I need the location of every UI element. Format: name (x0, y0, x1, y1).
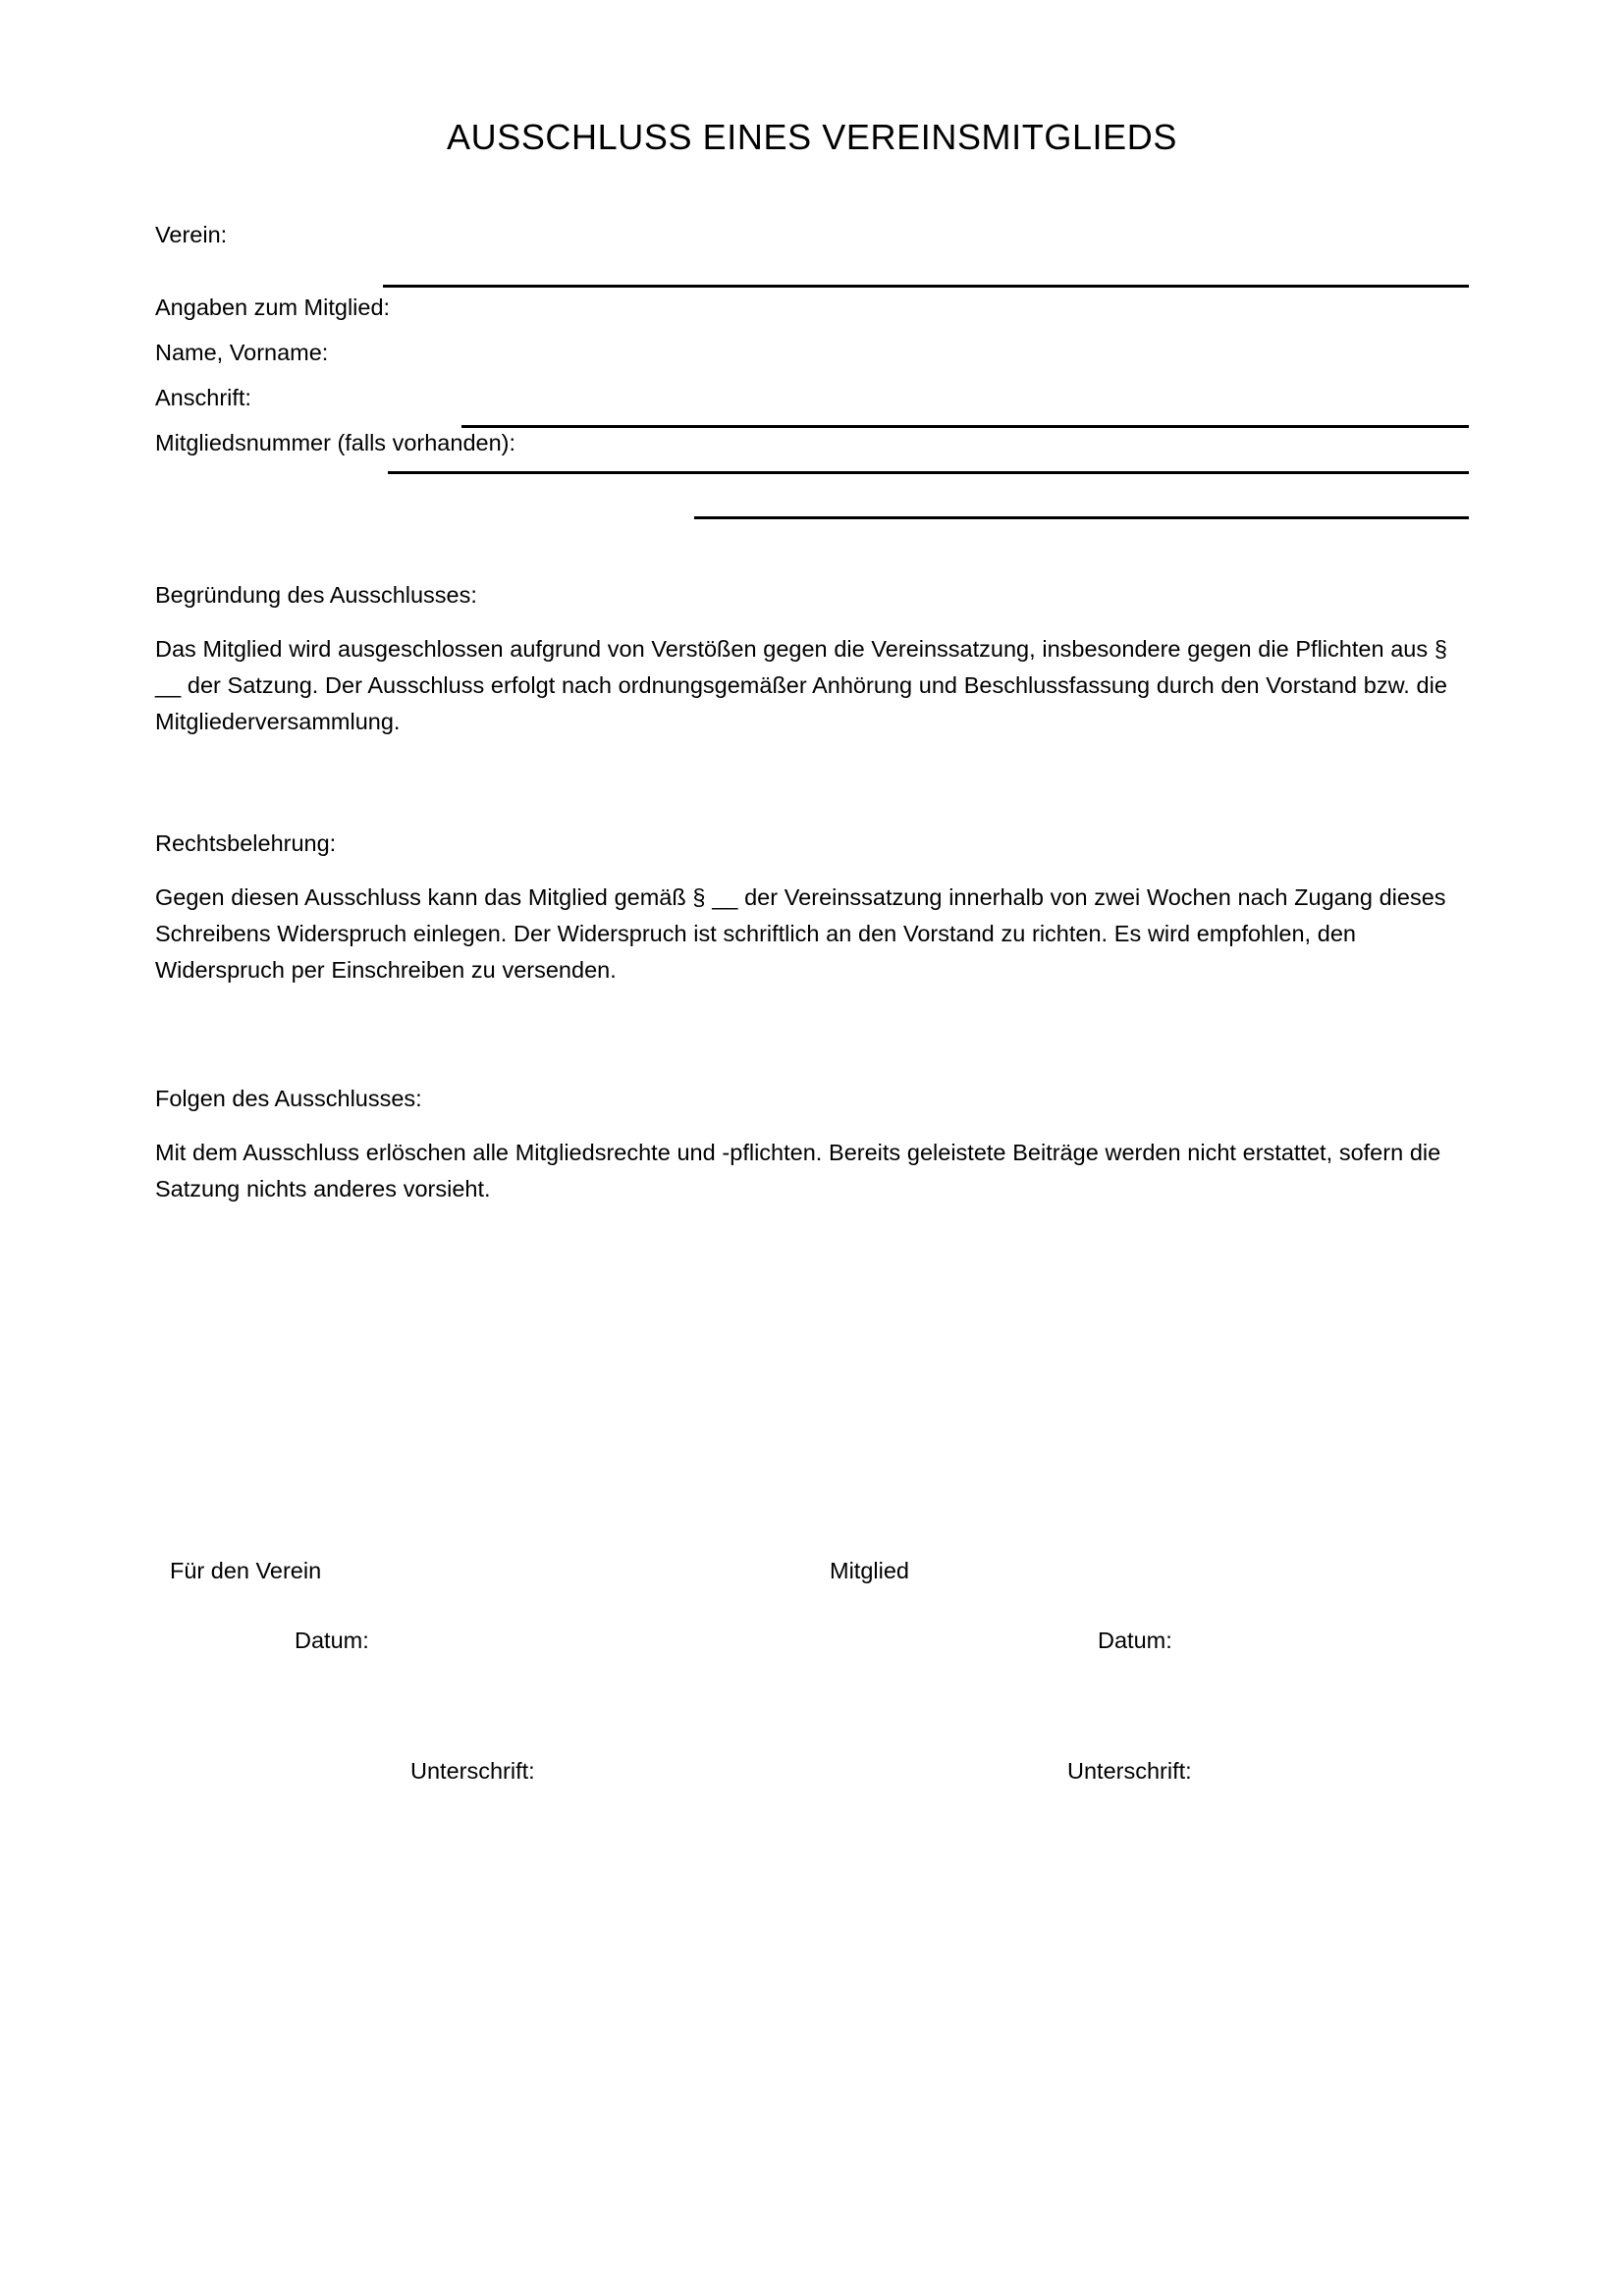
field-label-address: Anschrift: (155, 385, 251, 410)
section-body-reason: Das Mitglied wird ausgeschlossen aufgrund von Verstößen gegen die Vereinssatzung, insbesondere gegen die Pflichten aus § __ der Satzung. Der Ausschluss erfolgt nach ordnungsgemäßer Anhörung und Beschlussfassung durch den Vorstand bzw. die Mitgliederversammlung. (155, 636, 1447, 734)
field-rule-address[interactable] (388, 471, 1469, 474)
section-heading-consequences: Folgen des Ausschlusses: (155, 1086, 422, 1111)
section-body-legal-notice: Gegen diesen Ausschluss kann das Mitglied gemäß § __ der Vereinssatzung innerhalb von zwei Wochen nach Zugang dieses Schreibens Widerspruch einlegen. Der Widerspruch ist schriftlich an den Vorstand zu richten. Es wird empfohlen, den Widerspruch per Einschreiben zu versenden. (155, 884, 1446, 983)
signature-date-label-club[interactable]: Datum: (295, 1628, 369, 1653)
field-label-member-section: Angaben zum Mitglied: (155, 294, 391, 320)
field-rule-name[interactable] (461, 425, 1469, 428)
signature-line-label-member[interactable]: Unterschrift: (1067, 1758, 1192, 1784)
field-label-name: Name, Vorname: (155, 340, 329, 365)
field-label-verein: Verein: (155, 222, 228, 247)
field-label-member-number: Mitgliedsnummer (falls vorhanden): (155, 430, 516, 455)
page-title: AUSSCHLUSS EINES VEREINSMITGLIEDS (447, 117, 1177, 157)
signature-party-label-club: Für den Verein (170, 1558, 322, 1583)
signature-date-label-member[interactable]: Datum: (1098, 1628, 1172, 1653)
section-body-consequences: Mit dem Ausschluss erlöschen alle Mitgliedsrechte und -pflichten. Bereits geleistete Beiträge werden nicht erstattet, sofern die Satzung nichts anderes vorsieht. (155, 1140, 1441, 1201)
section-heading-legal-notice: Rechtsbelehrung: (155, 830, 337, 856)
signature-line-label-club[interactable]: Unterschrift: (410, 1758, 535, 1784)
field-rule-member-number[interactable] (694, 516, 1469, 519)
signature-party-label-member: Mitglied (830, 1558, 909, 1583)
section-heading-reason: Begründung des Ausschlusses: (155, 582, 477, 608)
field-rule-verein[interactable] (383, 285, 1469, 288)
